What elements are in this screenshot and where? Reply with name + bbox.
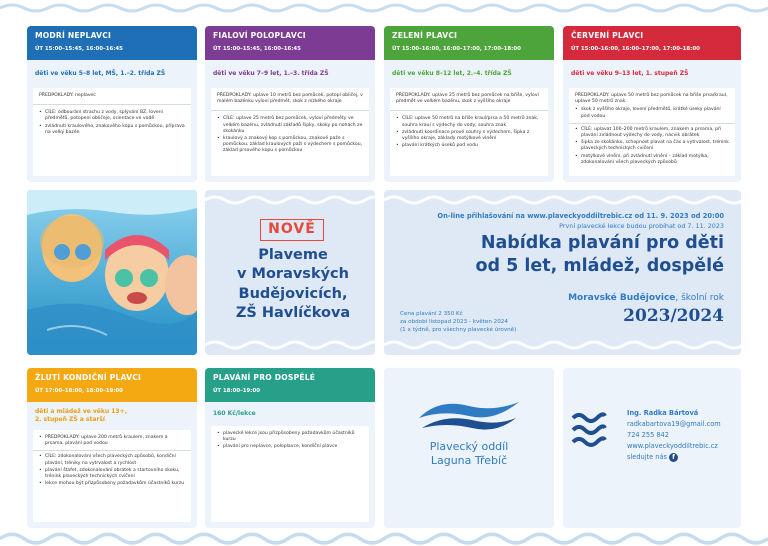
- price-line: Cena plavání 2 350 Kč: [400, 311, 463, 317]
- list-item: • zvládnutí kraulového, znakového kopu s pomůckou, příprava na velký bazén: [39, 124, 185, 136]
- follow-row: [627, 452, 721, 463]
- facebook-icon[interactable]: f: [669, 453, 678, 462]
- list-item: • skok z vyššího okraje, lovení předmětů, krátké úseky plavání pod vodou: [575, 107, 729, 119]
- card-age: děti ve věku 9–13 let, 1. stupeň ZŠ: [571, 70, 689, 77]
- school-year-label: , školní rok: [675, 293, 724, 303]
- wave-logo-icon: [414, 396, 524, 436]
- list-item: • CÍLE: uplave 25 metrů bez pomůcek, vyloví předměty ve velkém bazénu, zvládnutí základů šipky, skoky po nohách ze skokánku: [217, 116, 363, 135]
- card-header: [205, 368, 375, 402]
- card-age: děti ve věku 8–12 let, 2.–4. třída ZŠ: [392, 70, 512, 77]
- card-teal: [205, 368, 375, 528]
- list-item: • plavání štafet, zdokonalování obrátek a startovního skoku, trénink plaveckých technických cvičení: [39, 468, 185, 480]
- promo-line: Budějovicích,: [238, 285, 348, 302]
- prerequisites: PŘEDPOKLADY: neplavec: [39, 93, 96, 98]
- list-item: • CÍLE: odbourání strachu z vody, splývání BZ, lovení předmětů, potopení obličeje, orientace ve vodě: [39, 110, 185, 122]
- card-age: děti ve věku 7–9 let, 1.–3. třída ZŠ: [213, 70, 329, 77]
- price-block: [400, 310, 516, 334]
- card-schedule: ÚT 15:00–15:45, 16:00–16:45: [213, 46, 301, 52]
- club-name: [384, 440, 554, 469]
- logo-panel: [384, 368, 554, 528]
- card-schedule: ÚT 15:00–16:00, 16:00–17:00, 17:00–18:00: [392, 46, 521, 52]
- list-item: • plavecké lekce jsou přizpůsobeny požadavkům účastníků kurzu: [217, 431, 363, 443]
- card-schedule: ÚT 18:00–19:00: [213, 388, 260, 394]
- offer-heading-1: Nabídka plavání pro děti: [480, 233, 724, 253]
- card-body: [33, 430, 191, 522]
- card-blue: [27, 26, 197, 182]
- card-body: [33, 88, 191, 176]
- card-schedule: ÚT 15:00–15:45, 16:00–16:45: [35, 46, 123, 52]
- signup-text: On-line přihlašování na www.plaveckyoddiltrebic.cz od 11. 9. 2023 od 20:00: [437, 212, 724, 220]
- promo-line: v Moravských: [237, 266, 349, 283]
- card-body: [211, 426, 369, 522]
- place: Moravské Budějovice: [568, 293, 676, 303]
- card-body: [569, 88, 735, 176]
- list-item: • CÍLE: uplavat 100–200 metrů kraulem, znakem a prsama, při plavání zvládnout výdechy do vody, nácvik obrátek: [575, 127, 729, 139]
- card-header: [205, 26, 375, 60]
- bottom-wave: [0, 530, 768, 546]
- offer-heading-2: od 5 let, mládež, dospělé: [475, 256, 724, 276]
- card-header: [384, 26, 554, 60]
- list-item: • motýlkové vlnění, při zvládnutí vlnění – základ motýlka, zdokonalování všech plaveckých způsobů: [575, 154, 729, 166]
- contact-web[interactable]: www.plaveckyoddiltrebic.cz: [627, 441, 718, 450]
- card-yellow: [27, 368, 197, 528]
- first-lesson-text: První plavecké lekce budou probíhat od 7. 11. 2023: [559, 222, 724, 230]
- top-wave: [0, 2, 768, 18]
- card-age: děti a mládež ve věku 13+, 2. stupeň ZŠ a starší: [35, 408, 127, 423]
- contact-panel: [563, 368, 741, 528]
- list-item: • CÍLE: zdokonalování všech plaveckých způsobů, kondiční plavání, tréniky na vytrvalost a rychlost: [39, 454, 185, 466]
- list-item: • plavání krátkých úseků pod vodu: [396, 143, 542, 149]
- list-item: • kraulový a znakový kop s pomůckou, znakové paže s pomůckou, základ kraulových paží s výdechem s pomůckou, základ prsového kopu s pomůckou: [217, 136, 363, 155]
- contact-email[interactable]: radkabartova19@gmail.com: [627, 419, 721, 428]
- card-age: děti ve věku 5–8 let, MŠ, 1.–2. třída ZŠ: [35, 70, 166, 77]
- list-item: • lekce mohou být přizpůsobeny požadavkům účastníků kurzu: [39, 481, 185, 487]
- card-green: [384, 26, 554, 182]
- card-title: FIALOVÍ POLOPLAVCI: [213, 31, 306, 40]
- list-item: • PŘEDPOKLADY: uplave 200 metrů kraulem, znakem a prsama, plavání pod vodou: [39, 435, 185, 447]
- card-price: 160 Kč/lekce: [213, 410, 256, 417]
- promo-title: [213, 246, 373, 323]
- card-red: [563, 26, 741, 182]
- card-schedule: ÚT 17:00–18:00, 18:00–19:00: [35, 388, 123, 394]
- card-title: PLAVÁNÍ PRO DOSPĚLÉ: [213, 373, 316, 382]
- club-name-line: Plavecký oddíl: [429, 440, 509, 453]
- list-item: • CÍLE: uplave 50 metrů na břiše kraul/prsa a 50 metrů znak, souhra kraul s výdechy do vody, souhra znak: [396, 116, 542, 128]
- card-schedule: ÚT 15:00–16:00, 16:00–17:00, 17:00–18:00: [571, 46, 700, 52]
- waves-icon: [571, 410, 607, 452]
- year: 2023/2024: [623, 306, 724, 326]
- promo-line: ZŠ Havlíčkova: [235, 304, 351, 321]
- card-title: ČERVENÍ PLAVCI: [571, 31, 644, 40]
- swimmers-photo: [27, 190, 197, 355]
- card-title: ŽLUTÍ KONDIČNÍ PLAVCI: [35, 373, 142, 382]
- card-title: ZELENÍ PLAVCI: [392, 31, 458, 40]
- price-line: za období listopad 2023 - květen 2024: [400, 319, 508, 326]
- card-body: [390, 88, 548, 176]
- card-header: [27, 368, 197, 402]
- card-title: MODRÍ NEPLAVCI: [35, 31, 112, 40]
- card-purple: [205, 26, 375, 182]
- place-line: [568, 293, 724, 303]
- card-header: [563, 26, 741, 60]
- prerequisites: PŘEDPOKLADY: uplave 25 metrů bez pomůcek na břiše, vyloví předmět ve velkém bazénu, skok z vyššího okraje: [396, 93, 539, 105]
- list-item: • zvládnutí koordinace prové souhry s výdechem, šipka z vyššího okraje, základy motýlkové vlnění: [396, 130, 542, 142]
- card-header: [27, 26, 197, 60]
- card-body: [211, 88, 369, 176]
- club-name-line: Laguna Třebíč: [430, 454, 508, 468]
- promo-line: Plaveme: [258, 247, 328, 263]
- new-badge: NOVĚ: [260, 219, 324, 241]
- prerequisites: PŘEDPOKLADY: uplave 50 metrů bez pomůcek na břiše prsa/kraul, uplave 50 metrů znak: [575, 93, 728, 105]
- contact-name: Ing. Radka Bártová: [627, 409, 699, 417]
- price-line: (1 x týdně, pro všechny plavecké úrovně): [400, 327, 517, 334]
- contact-phone: 724 255 842: [627, 430, 669, 439]
- list-item: • šipka ze skokánku, schopnost plavat na čas a vytrvalost, trénink plaveckých technických cvičení: [575, 140, 729, 152]
- contact-info: [627, 408, 721, 462]
- list-item: • plavání pro neplavce, poloplavce, kondiční plavce: [217, 444, 363, 450]
- prerequisites: PŘEDPOKLADY: uplave 10 metrů bez pomůcek, potopí obličej, v malém bazénku vyloví předmět, skok z nízkého okraje: [217, 93, 363, 105]
- follow-text: sledujte nás: [627, 452, 667, 461]
